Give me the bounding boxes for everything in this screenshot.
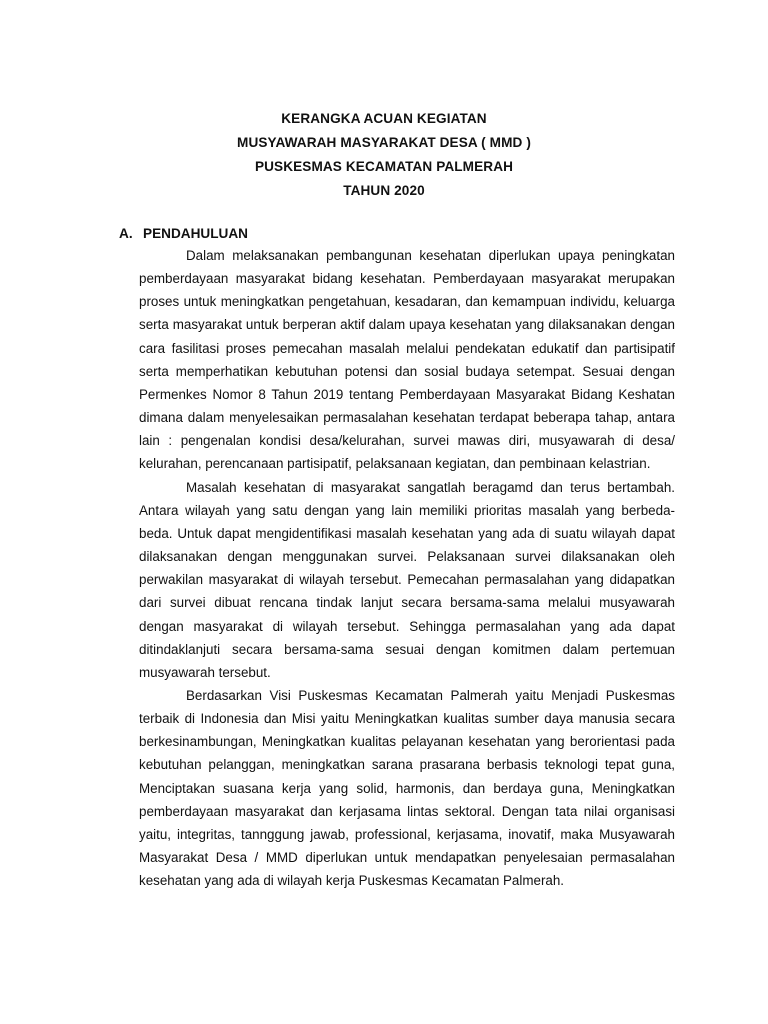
paragraph-3: Berdasarkan Visi Puskesmas Kecamatan Palmerah yaitu Menjadi Puskesmas terbaik di Indonesia dan Misi yaitu Meningkatkan kualitas sumber daya manusia secara berkesinambungan, Meningkatkan kualitas pelayanan kesehatan yang berorientasi pada kebutuhan pelanggan, meningkatkan sarana prasarana berbasis teknologi tepat guna, Menciptakan suasana kerja yang solid, harmonis, dan berdaya guna, Meningkatkan pemberdayaan masyarakat dan kerjasama lintas sektoral. Dengan tata nilai organisasi yaitu, integritas, tannggung jawab, professional, kerjasama, inovatif, maka Musyawarah Masyarakat Desa / MMD diperlukan untuk mendapatkan penyelesaian permasalahan kesehatan yang ada di wilayah kerja Puskesmas Kecamatan Palmerah. — [139, 687, 675, 889]
paragraph-2: Masalah kesehatan di masyarakat sangatlah beragamd dan terus bertambah. Antara wilayah yang satu dengan yang lain memiliki prioritas masalah yang berbeda-beda. Untuk dapat mengidentifikasi masalah kesehatan yang ada di suatu wilayah dapat dilaksanakan dengan menggunakan survei. Pelaksanaan survei dilaksanakan oleh perwakilan masyarakat di wilayah tersebut. Pemecahan permasalahan yang didapatkan dari survei dibuat rencana tindak lanjut secara bersama-sama melalui musyawarah dengan masyarakat di wilayah tersebut. Sehingga permasalahan yang ada dapat ditindaklanjuti secara bersama-sama sesuai dengan komitmen dalam pertemuan musyawarah tersebut. — [139, 479, 675, 680]
section-title: PENDAHULUAN — [143, 226, 248, 241]
section-number: A. — [119, 226, 133, 241]
title-line-1: KERANGKA ACUAN KEGIATAN — [281, 111, 487, 126]
title-line-3: PUSKESMAS KECAMATAN PALMERAH — [254, 159, 514, 174]
section-body — [139, 244, 675, 892]
paragraph-1: Dalam melaksanakan pembangunan kesehatan diperlukan upaya peningkatan pemberdayaan masyarakat bidang kesehatan. Pemberdayaan masyarakat merupakan proses untuk meningkatkan pengetahuan, kesadaran, dan kemampuan individu, keluarga serta masyarakat untuk berperan aktif dalam upaya kesehatan yang dilaksanakan dengan cara fasilitasi proses pemecahan masalah melalui pendekatan edukatif dan partisipatif serta memperhatikan kebutuhan potensi dan sosial budaya setempat. Sesuai dengan Permenkes Nomor 8 Tahun 2019 tentang Pemberdayaan Masyarakat Bidang Keshatan dimana dalam menyelesaikan permasalahan kesehatan terdapat beberapa tahap, antara lain : pengenalan kondisi desa/kelurahan, survei mawas diri, musyawarah di desa/ kelurahan, perencanaan partisipatif, pelaksanaan kegiatan, dan pembinaan kelastrian. — [139, 248, 675, 472]
title-line-2: MUSYAWARAH MASYARAKAT DESA ( MMD ) — [237, 135, 531, 150]
section-heading — [119, 224, 248, 244]
document-title — [0, 107, 768, 203]
title-line-4: TAHUN 2020 — [343, 183, 425, 198]
